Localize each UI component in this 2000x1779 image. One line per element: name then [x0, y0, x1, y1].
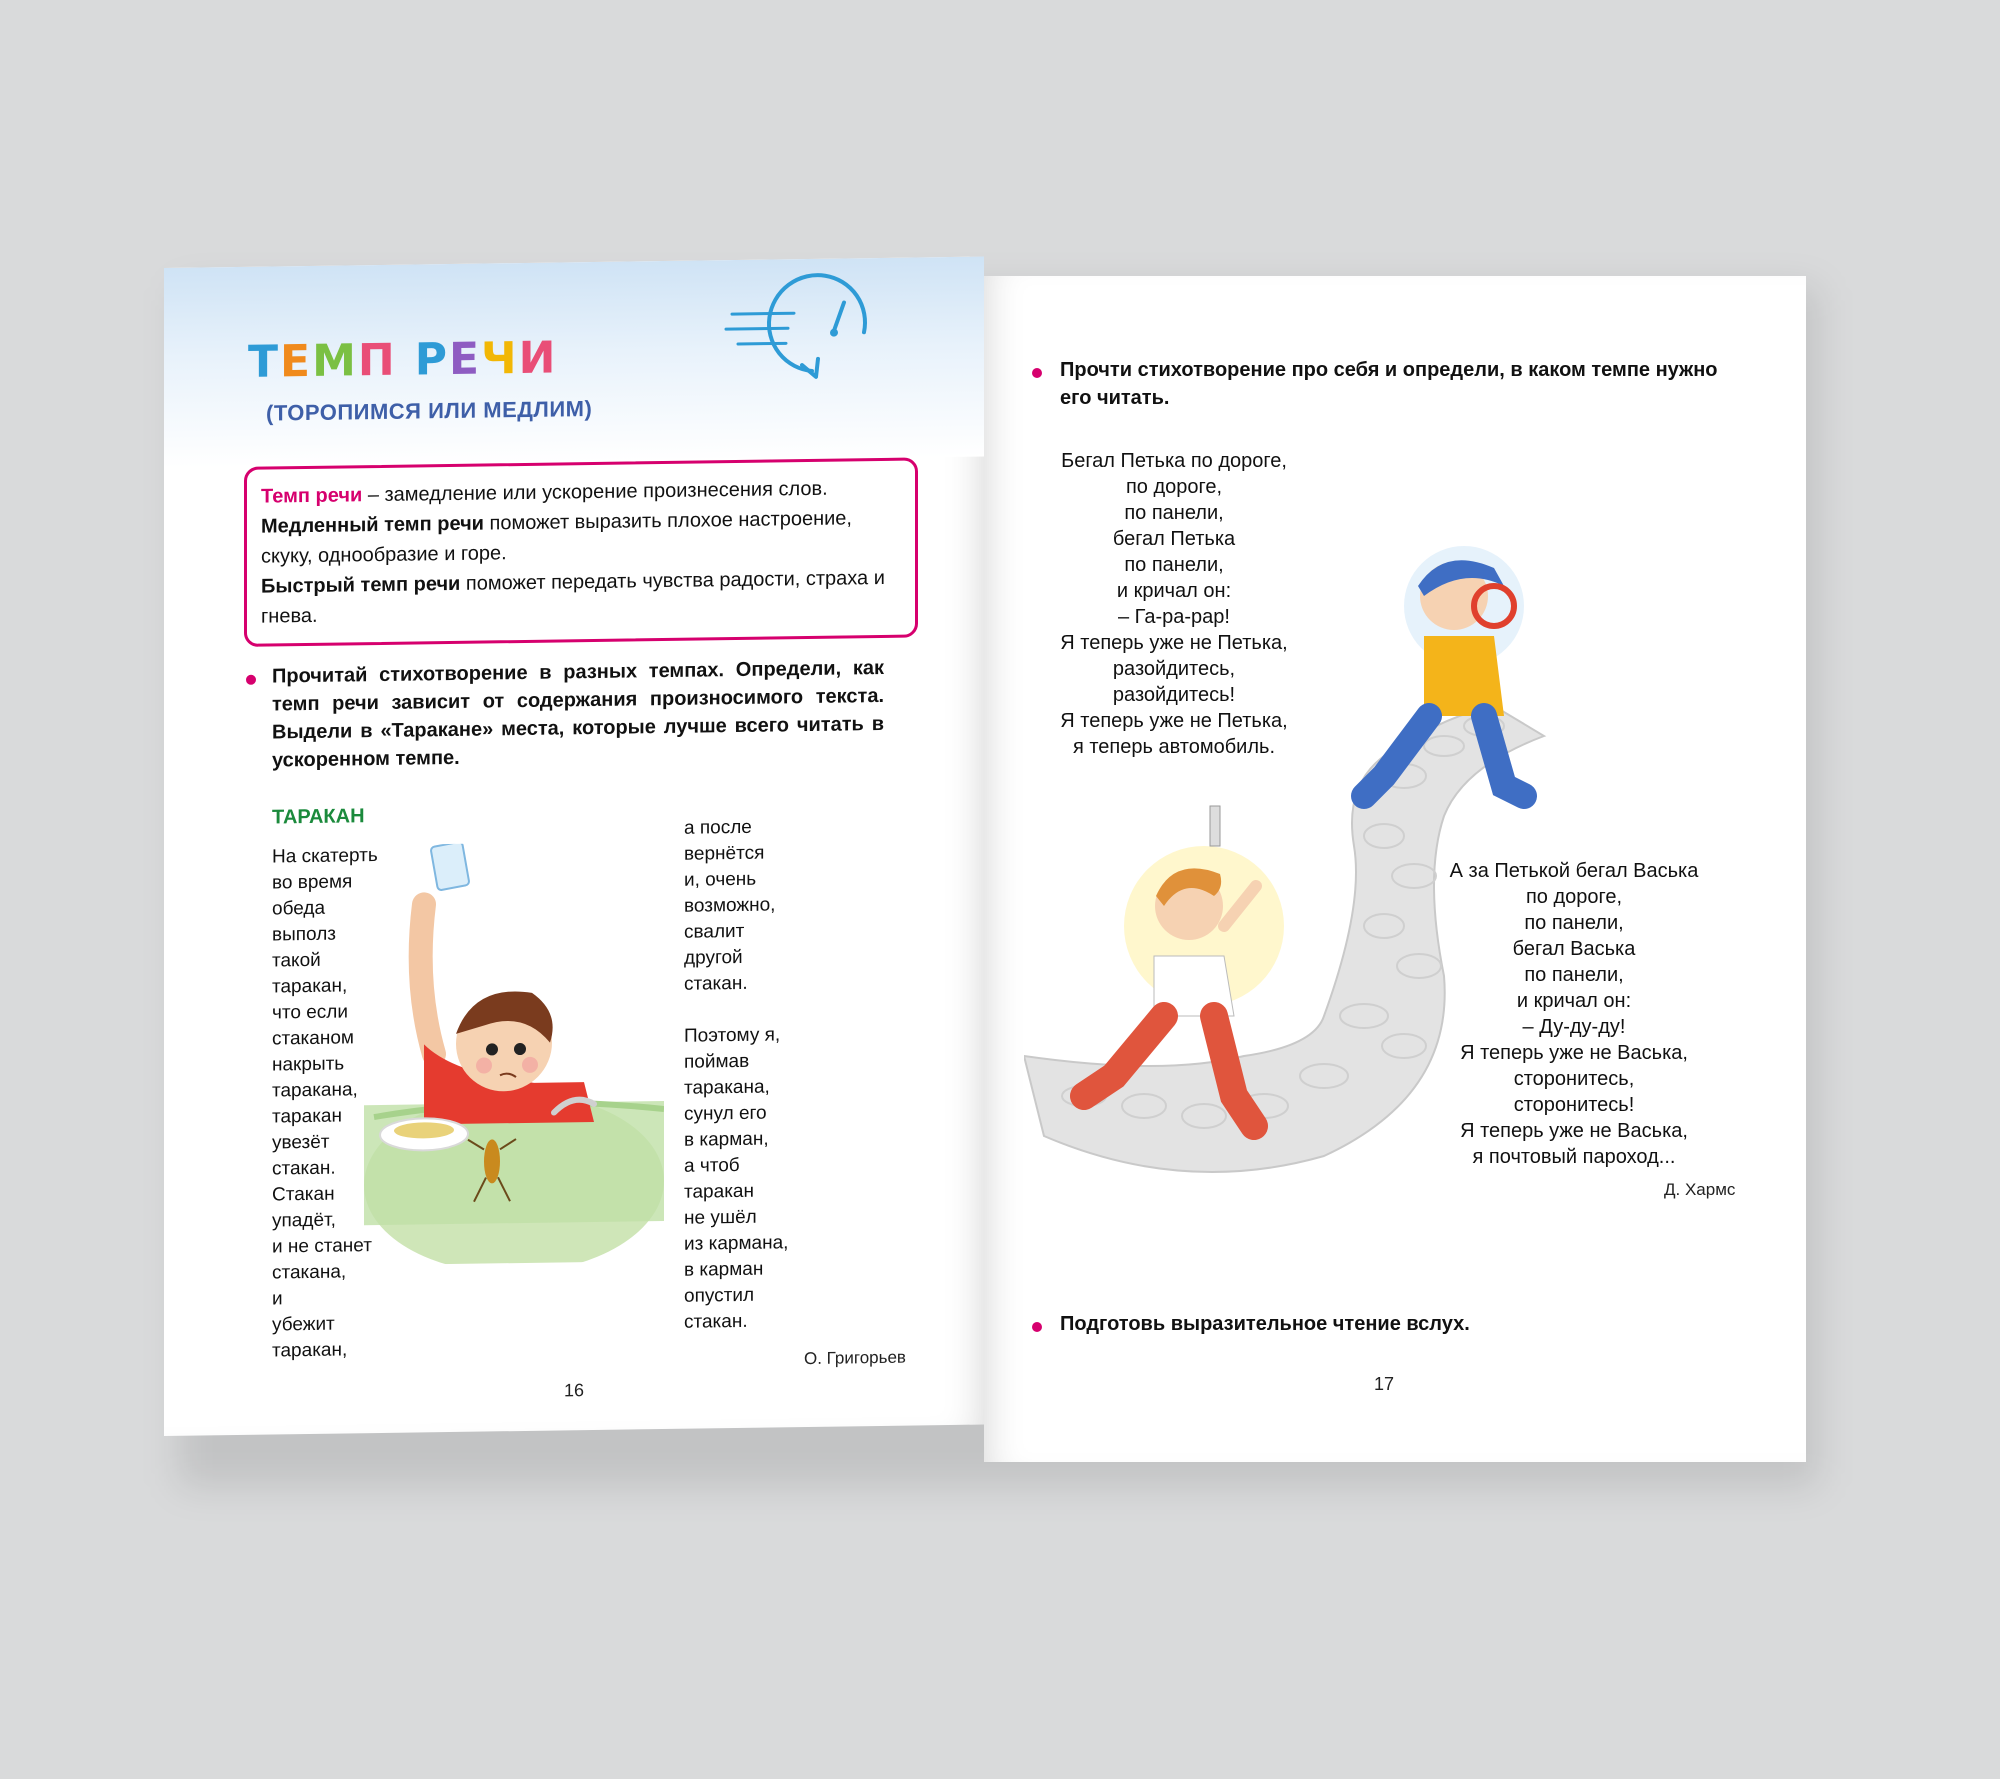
- poem-vaska: [1424, 858, 1724, 1170]
- poem-line: стаканом: [272, 1027, 354, 1050]
- poem-line: упадёт,: [272, 1209, 336, 1232]
- poem-line: таракана,: [684, 1076, 770, 1099]
- poem-line: свалит: [684, 920, 745, 943]
- poem-line: опустил: [684, 1284, 755, 1307]
- poem-line: разойдитесь!: [1112, 684, 1236, 706]
- page-subtitle: (ТОРОПИМСЯ ИЛИ МЕДЛИМ): [266, 396, 593, 426]
- poem-line: не ушёл: [684, 1206, 757, 1229]
- poem-line: стакан.: [684, 972, 748, 995]
- poem-line: увезёт: [272, 1131, 330, 1154]
- poem-line: – Ду-ду-ду!: [1522, 1016, 1626, 1038]
- poem-title: ТАРАКАН: [272, 805, 365, 829]
- poem-line: и кричал он:: [1516, 990, 1632, 1012]
- poem-line: по панели,: [1124, 502, 1224, 524]
- poem-line: Я теперь уже не Петька,: [1060, 632, 1288, 654]
- poem-line: по панели,: [1124, 554, 1224, 576]
- poem-line: я почтовый пароход...: [1472, 1146, 1676, 1168]
- poem-line: таракан: [684, 1180, 754, 1203]
- poem-line: таракана,: [272, 1079, 358, 1102]
- title-letter: Е: [448, 333, 482, 386]
- poem-line: поймав: [684, 1050, 750, 1073]
- poem-line: вернётся: [684, 842, 765, 865]
- poem-author: Д. Хармс: [1664, 1180, 1736, 1199]
- poem-line: возможно,: [684, 894, 776, 917]
- poem-line: по дороге,: [1525, 886, 1623, 908]
- poem-column-2: [684, 814, 788, 1335]
- title-letter: Е: [280, 335, 313, 388]
- title-letter: М: [312, 335, 358, 387]
- poem-line: сунул его: [684, 1102, 767, 1125]
- poem-line: в карман,: [684, 1128, 769, 1151]
- definition-text: поможет передать чувства радости, страха и гнева.: [261, 566, 885, 628]
- poem-line: таракан: [272, 1105, 342, 1128]
- poem-line: по дороге,: [1125, 476, 1223, 498]
- poem-line: в карман: [684, 1258, 764, 1281]
- bullet-icon: [1032, 1322, 1042, 1332]
- left-page: [164, 257, 984, 1436]
- task-instruction: Прочти стихотворение про себя и определи, в каком темпе нужно его читать.: [1060, 359, 1718, 409]
- poem-column-1: [272, 843, 378, 1364]
- poem-line: разойдитесь,: [1112, 658, 1236, 680]
- poem-line: накрыть: [272, 1053, 345, 1076]
- page-number: 17: [1374, 1374, 1395, 1394]
- bullet-icon: [246, 675, 256, 685]
- poem-line: по панели,: [1524, 964, 1624, 986]
- poem-line: стакан.: [272, 1157, 336, 1180]
- stopwatch-icon: [724, 272, 874, 404]
- poem-line: что если: [272, 1001, 348, 1024]
- page-title: [248, 333, 557, 388]
- term-tempo: Темп речи: [261, 484, 363, 508]
- poem-line: выполз: [272, 923, 336, 946]
- poem-line: бегал Петька: [1112, 528, 1236, 550]
- poem-line: На скатерть: [272, 845, 378, 868]
- title-letter: Ч: [481, 333, 519, 385]
- boy-with-glass-illustration: [364, 841, 664, 1265]
- bullet-icon: [1032, 368, 1042, 378]
- poem-line: по панели,: [1524, 912, 1624, 934]
- poem-author: О. Григорьев: [804, 1347, 906, 1369]
- poem-line: и: [272, 1288, 283, 1310]
- poem-line: таракан,: [272, 975, 348, 998]
- poem-line: бегал Васька: [1512, 938, 1636, 960]
- poem-line: Я теперь уже не Васька,: [1460, 1120, 1688, 1142]
- task-instruction: Подготовь выразительное чтение вслух.: [1060, 1313, 1470, 1335]
- poem-line: и не станет: [272, 1235, 372, 1258]
- definition-text: – замедление или ускорение произнесения слов.: [362, 477, 828, 507]
- poem-line: – Га-ра-рар!: [1117, 606, 1230, 628]
- poem-line: сторонитесь,: [1513, 1068, 1635, 1090]
- poem-line: стакан.: [684, 1310, 748, 1333]
- term-slow-tempo: Медленный темп речи: [261, 512, 484, 538]
- title-letter: Р: [414, 334, 449, 386]
- term-fast-tempo: Быстрый темп речи: [261, 572, 461, 598]
- definition-text: поможет выразить плохое настроение, скуку, однообразие и горе.: [261, 507, 852, 568]
- poem-line: таракан,: [272, 1339, 348, 1362]
- right-page: [984, 276, 1806, 1462]
- poem-line: из кармана,: [684, 1232, 789, 1255]
- title-letter: Т: [248, 336, 281, 388]
- task-instruction: Прочитай стихотворение в разных темпах. Определи, как темп речи зависит от содержания произносимого текста. Выдели в «Таракане» места, которые лучше всего читать в ускоренном темпе.: [272, 656, 884, 772]
- poem-line: такой: [272, 949, 321, 972]
- poem-line: Я теперь уже не Васька,: [1460, 1042, 1688, 1064]
- definition-box: [244, 457, 918, 646]
- page-number: 16: [564, 1380, 585, 1401]
- title-letter: И: [518, 332, 558, 385]
- poem-line: А за Петькой бегал Васька: [1449, 860, 1699, 882]
- poem-line: а после: [684, 816, 752, 839]
- poem-line: стакана,: [272, 1261, 347, 1284]
- poem-line: сторонитесь!: [1513, 1094, 1635, 1116]
- poem-line: я теперь автомобиль.: [1072, 736, 1275, 758]
- poem-line: Бегал Петька по дороге,: [1061, 450, 1287, 472]
- poem-line: во время: [272, 871, 353, 894]
- poem-line: а чтоб: [684, 1154, 740, 1177]
- poem-line: Я теперь уже не Петька,: [1060, 710, 1288, 732]
- poem-line: Поэтому я,: [684, 1024, 781, 1047]
- poem-line: и, очень: [684, 868, 757, 891]
- poem-line: обеда: [272, 897, 326, 920]
- poem-line: убежит: [272, 1313, 335, 1336]
- poem-line: и кричал он:: [1116, 580, 1232, 602]
- poem-line: другой: [684, 946, 743, 969]
- poem-line: Стакан: [272, 1183, 335, 1206]
- title-letter: П: [357, 334, 397, 387]
